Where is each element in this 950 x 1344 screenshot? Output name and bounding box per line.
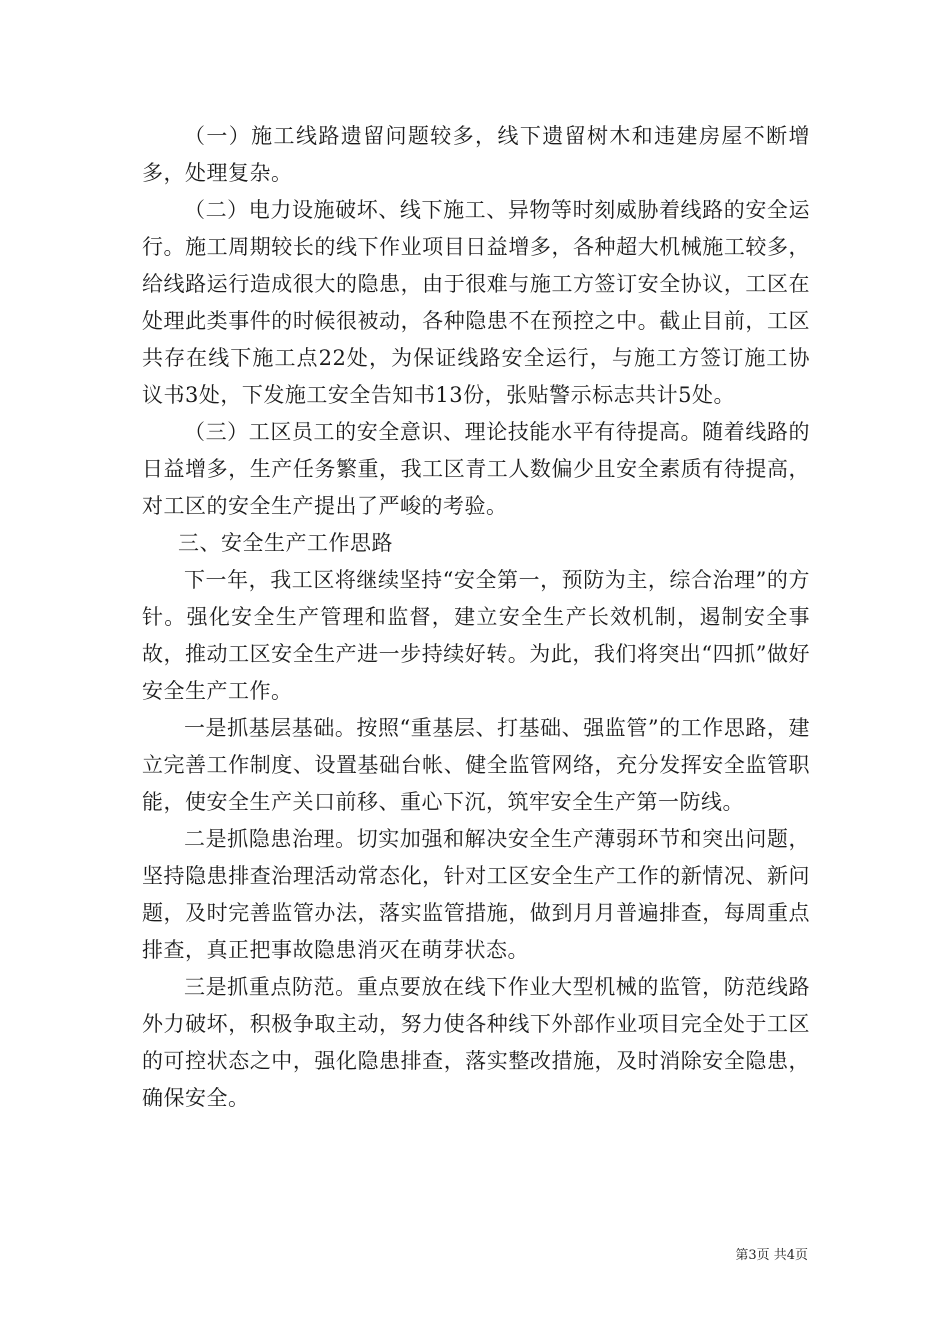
section-heading: 三、安全生产工作思路 — [178, 531, 393, 555]
paragraph-issue-1: （一）施工线路遗留问题较多，线下遗留树木和违建房屋不断增多，处理复杂。 — [142, 124, 810, 185]
paragraph-point-3: 三是抓重点防范。重点要放在线下作业大型机械的监管，防范线路外力破坏，积极争取主动，努力使各种线下外部作业项目完全处于工区的可控状态之中，强化隐患排查，落实整改措施，及时消除安全隐患，确保安全。 — [142, 975, 810, 1110]
paragraph-issue-3: （三）工区员工的安全意识、理论技能水平有待提高。随着线路的日益增多，生产任务繁重，我工区青工人数偏少且安全素质有待提高，对工区的安全生产提出了严峻的考验。 — [142, 420, 810, 518]
paragraph-point-1: 一是抓基层基础。按照“重基层、打基础、强监管”的工作思路，建立完善工作制度、设置基础台帐、健全监管网络，充分发挥安全监管职能，使安全生产关口前移、重心下沉，筑牢安全生产第一防线。 — [142, 716, 810, 814]
paragraph-issue-2: （二）电力设施破坏、线下施工、异物等时刻威胁着线路的安全运行。施工周期较长的线下作业项目日益增多，各种超大机械施工较多，给线路运行造成很大的隐患，由于很难与施工方签订安全协议，工区在处理此类事件的时候很被动，各种隐患不在预控之中。截止目前，工区共存在线下施工点22处，为保证线路安全运行，与施工方签订施工协议书3处，下发施工安全告知书13份，张贴警示标志共计5处。 — [142, 198, 810, 407]
document-body — [142, 118, 810, 1117]
page-number: 第3页 共4页 — [735, 1248, 808, 1263]
paragraph-intro: 下一年，我工区将继续坚持“安全第一，预防为主，综合治理”的方针。强化安全生产管理和监督，建立安全生产长效机制，遏制安全事故，推动工区安全生产进一步持续好转。为此，我们将突出“四抓”做好安全生产工作。 — [142, 568, 810, 703]
paragraph-point-2: 二是抓隐患治理。切实加强和解决安全生产薄弱环节和突出问题，坚持隐患排查治理活动常态化，针对工区安全生产工作的新情况、新问题，及时完善监管办法，落实监管措施，做到月月普遍排查，每周重点排查，真正把事故隐患消灭在萌芽状态。 — [142, 827, 810, 962]
